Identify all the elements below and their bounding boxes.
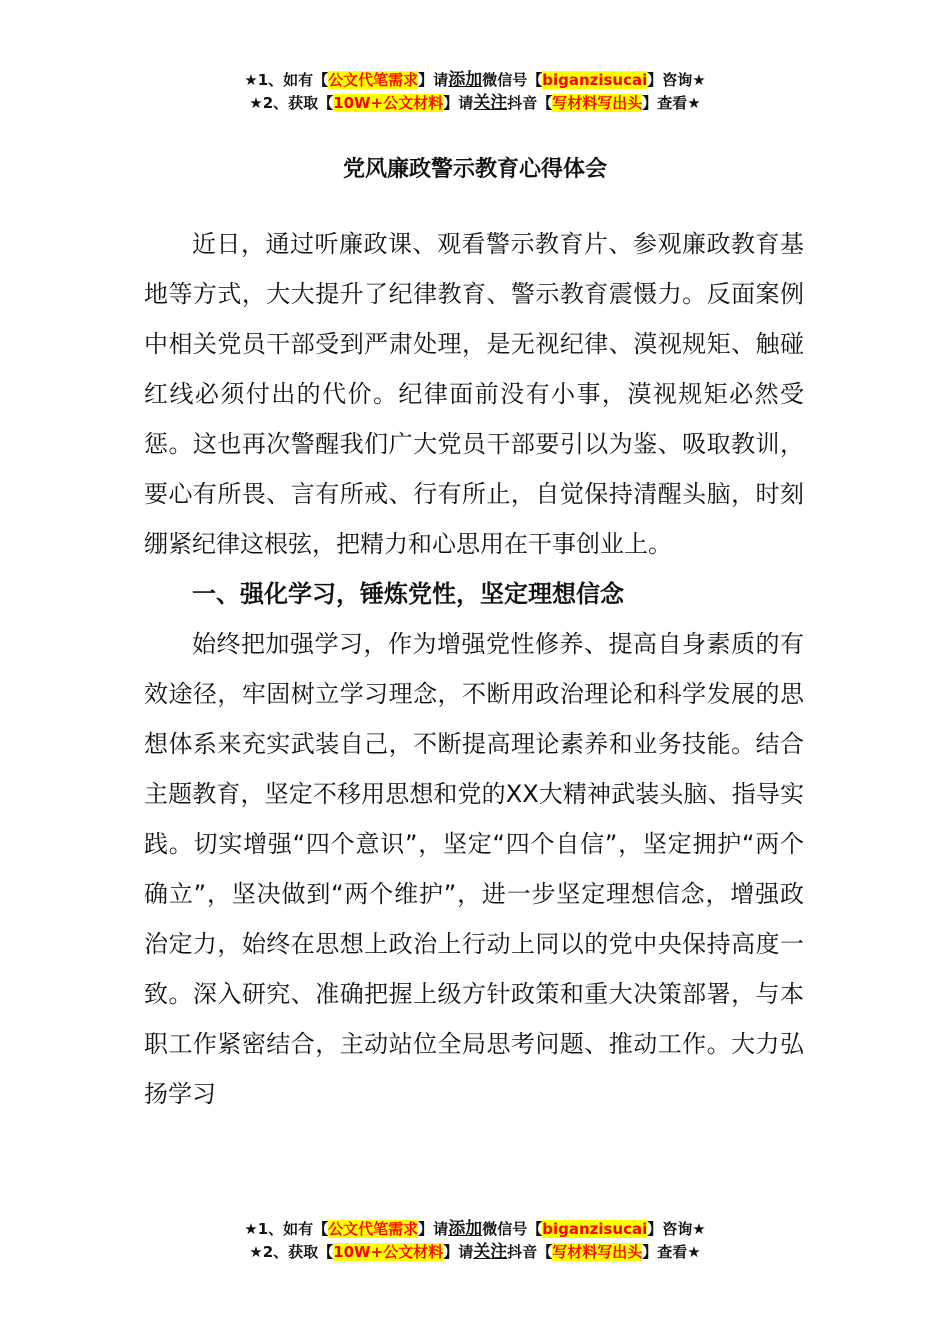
- highlight-wechat-id: biganzisucai: [542, 71, 648, 89]
- notice-text: 】咨询★: [647, 71, 706, 89]
- notice-line-1: [0, 1218, 950, 1241]
- underlined-word: 添加: [448, 70, 483, 90]
- highlight-materials: 10W+公文材料: [333, 1243, 444, 1261]
- notice-text: 】咨询★: [647, 1220, 706, 1238]
- highlight-service: 公文代笔需求: [328, 1220, 419, 1238]
- notice-text: ★1、如有【: [244, 1220, 329, 1238]
- highlight-wechat-id: biganzisucai: [542, 1220, 648, 1238]
- notice-text: 】请: [443, 1243, 474, 1261]
- header-notice: [0, 69, 950, 115]
- document-body: [144, 219, 804, 1119]
- notice-line-2: [0, 1241, 950, 1264]
- highlight-douyin-account: 写材料写出头: [552, 94, 643, 112]
- section-paragraph: 始终把加强学习，作为增强党性修养、提高自身素质的有效途径，牢固树立学习理念，不断用政治理论和科学发展的思想体系来充实武装自己，不断提高理论素养和业务技能。结合主题教育，坚定不移用思想和党的XX大精神武装头脑、指导实践。切实增强“四个意识”，坚定“四个自信”，坚定拥护“两个确立”，坚决做到“两个维护”，进一步坚定理想信念，增强政治定力，始终在思想上政治上行动上同以的党中央保持高度一致。深入研究、准确把握上级方针政策和重大决策部署，与本职工作紧密结合，主动站位全局思考问题、推动工作。大力弘扬学习: [144, 630, 804, 1108]
- notice-text: 抖音【: [507, 94, 553, 112]
- notice-text: 】查看★: [642, 1243, 701, 1261]
- notice-text: 微信号【: [482, 1220, 543, 1238]
- notice-text: 】请: [443, 94, 474, 112]
- underlined-word: 添加: [448, 1219, 483, 1239]
- notice-text: 抖音【: [507, 1243, 553, 1261]
- notice-text: 】请: [418, 71, 449, 89]
- intro-paragraph: 近日，通过听廉政课、观看警示教育片、参观廉政教育基地等方式，大大提升了纪律教育、警示教育震慑力。反面案例中相关党员干部受到严肃处理，是无视纪律、漠视规矩、触碰红线必须付出的代价。纪律面前没有小事，漠视规矩必然受惩。这也再次警醒我们广大党员干部要引以为鉴、吸取教训，要心有所畏、言有所戒、行有所止，自觉保持清醒头脑，时刻绷紧纪律这根弦，把精力和心思用在干事创业上。: [144, 230, 804, 558]
- notice-line-1: [0, 69, 950, 92]
- document-title: 党风廉政警示教育心得体会: [342, 157, 607, 182]
- underlined-word: 关注: [473, 93, 508, 113]
- notice-text: ★2、获取【: [249, 1243, 334, 1261]
- notice-text: 微信号【: [482, 71, 543, 89]
- notice-line-2: [0, 92, 950, 115]
- section-heading: 一、强化学习，锤炼党性，坚定理想信念: [192, 580, 624, 608]
- notice-text: ★1、如有【: [244, 71, 329, 89]
- notice-text: 】请: [418, 1220, 449, 1238]
- notice-text: 】查看★: [642, 94, 701, 112]
- highlight-service: 公文代笔需求: [328, 71, 419, 89]
- footer-notice: [0, 1218, 950, 1264]
- highlight-materials: 10W+公文材料: [333, 94, 444, 112]
- notice-text: ★2、获取【: [249, 94, 334, 112]
- underlined-word: 关注: [473, 1242, 508, 1262]
- highlight-douyin-account: 写材料写出头: [552, 1243, 643, 1261]
